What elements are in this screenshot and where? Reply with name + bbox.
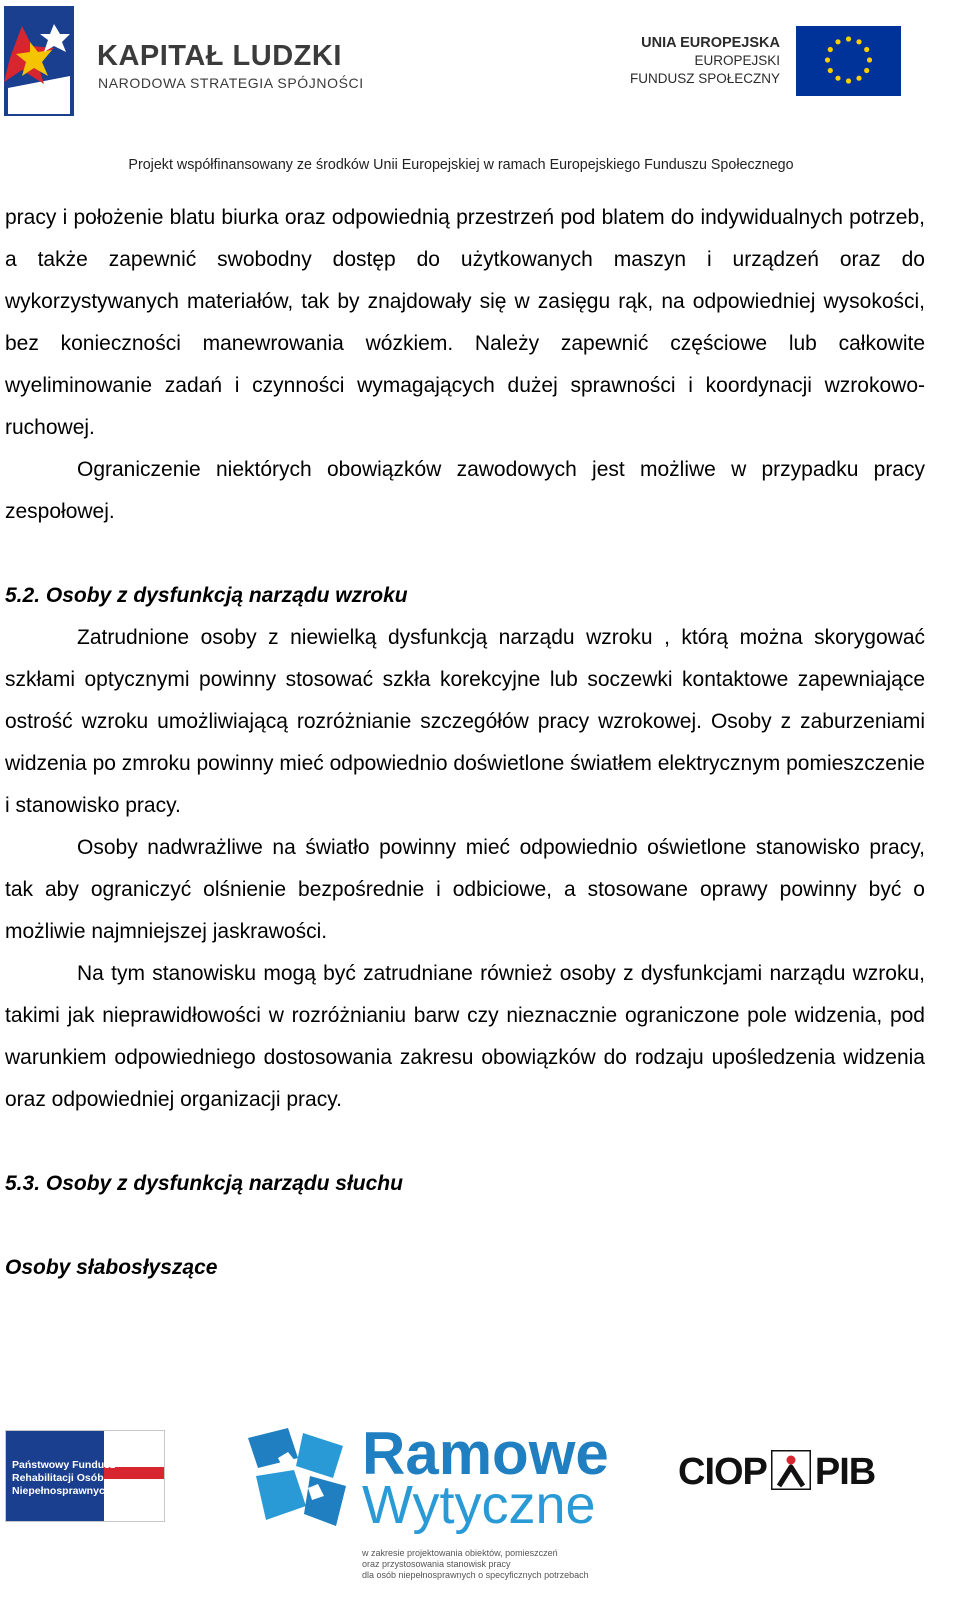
ciop-text: CIOP bbox=[678, 1451, 767, 1493]
spacer bbox=[5, 1121, 925, 1163]
eu-line-1: UNIA EUROPEJSKA bbox=[641, 35, 780, 51]
project-cofinancing-line: Projekt współfinansowany ze środków Unii Europejskiej w ramach Europejskiego Funduszu Społecznego bbox=[128, 157, 794, 173]
eu-text-block bbox=[630, 34, 780, 88]
eu-line-3: FUNDUSZ SPOŁECZNY bbox=[629, 71, 780, 86]
page-header bbox=[0, 0, 960, 190]
paragraph-4: Osoby nadwrażliwe na światło powinny mieć odpowiednio oświetlone stanowisko pracy, tak aby ograniczyć olśnienie bezpośrednie i odbiciowe, a stosowane oprawy powinny być o możliwie najmniejszej jaskrawości. bbox=[5, 836, 925, 943]
pfron-logo bbox=[5, 1430, 165, 1522]
page-footer bbox=[0, 1420, 960, 1621]
section-heading-5-2: 5.2. Osoby z dysfunkcją narządu wzroku bbox=[5, 584, 408, 607]
document-body bbox=[5, 197, 925, 1289]
spacer bbox=[5, 1205, 925, 1247]
eu-flag-icon bbox=[796, 26, 901, 96]
section-heading-5-3: 5.3. Osoby z dysfunkcją narządu słuchu bbox=[5, 1172, 403, 1195]
wytyczne-title: Wytyczne bbox=[362, 1475, 596, 1535]
paragraph-5: Na tym stanowisku mogą być zatrudniane również osoby z dysfunkcjami narządu wzroku, takimi jak nieprawidłowości w rozróżnianiu barw czy nieznacznie ograniczone pole widzenia, pod warunkiem odpowiedniego dostosowania zakresu obowiązków do rodzaju upośledzenia widzenia oraz odpowiedniej organizacji pracy. bbox=[5, 962, 925, 1111]
paragraph-1: pracy i położenie blatu biurka oraz odpowiednią przestrzeń pod blatem do indywidualnych potrzeb, a także zapewnić swobodny dostęp do użytkowanych maszyn i urządzeń oraz do wykorzystywanych materiałów, tak by znajdowały się w zasięgu rąk, na odpowiedniej wysokości, bez konieczności manewrowania wózkiem. Należy zapewnić częściowe lub całkowite wyeliminowanie zadań i czynności wymagających dużej sprawności i koordynacji wzrokowo-ruchowej. bbox=[5, 206, 925, 439]
eu-line-2: EUROPEJSKI bbox=[694, 53, 780, 68]
ramowe-title: Ramowe bbox=[362, 1420, 609, 1487]
ciop-person-icon bbox=[771, 1450, 811, 1490]
kapital-ludzki-logo bbox=[4, 6, 74, 116]
kapital-ludzki-subtitle: NARODOWA STRATEGIA SPÓJNOŚCI bbox=[98, 75, 364, 91]
pfron-text: Państwowy Fundusz Rehabilitacji Osób Niepełnosprawnych bbox=[12, 1459, 116, 1497]
pib-text: PIB bbox=[814, 1451, 876, 1493]
spacer bbox=[5, 533, 925, 575]
paragraph-2: Ograniczenie niektórych obowiązków zawodowych jest możliwe w przypadku pracy zespołowej. bbox=[5, 458, 925, 523]
kapital-ludzki-title: KAPITAŁ LUDZKI bbox=[97, 40, 342, 72]
ramowe-wytyczne-mark-icon bbox=[248, 1428, 348, 1528]
ramowe-wytyczne-subtitle: w zakresie projektowania obiektów, pomieszczeń oraz przystosowania stanowisk pracy dla osób niepełnosprawnych o specyficznych potrzebach bbox=[362, 1548, 589, 1580]
paragraph-3: Zatrudnione osoby z niewielką dysfunkcją narządu wzroku , którą można skorygować szkłami optycznymi powinny stosować szkła korekcyjne lub soczewki kontaktowe zapewniające ostrość wzroku umożliwiającą rozróżnianie szczegółów pracy wzrokowej. Osoby z zaburzeniami widzenia po zmroku powinny mieć odpowiednio doświetlone światłem elektrycznym pomieszczenie i stanowisko pracy. bbox=[5, 626, 925, 817]
subsection-heading-hard-of-hearing: Osoby słabosłyszące bbox=[5, 1256, 218, 1279]
ciop-pib-logo bbox=[678, 1450, 875, 1494]
